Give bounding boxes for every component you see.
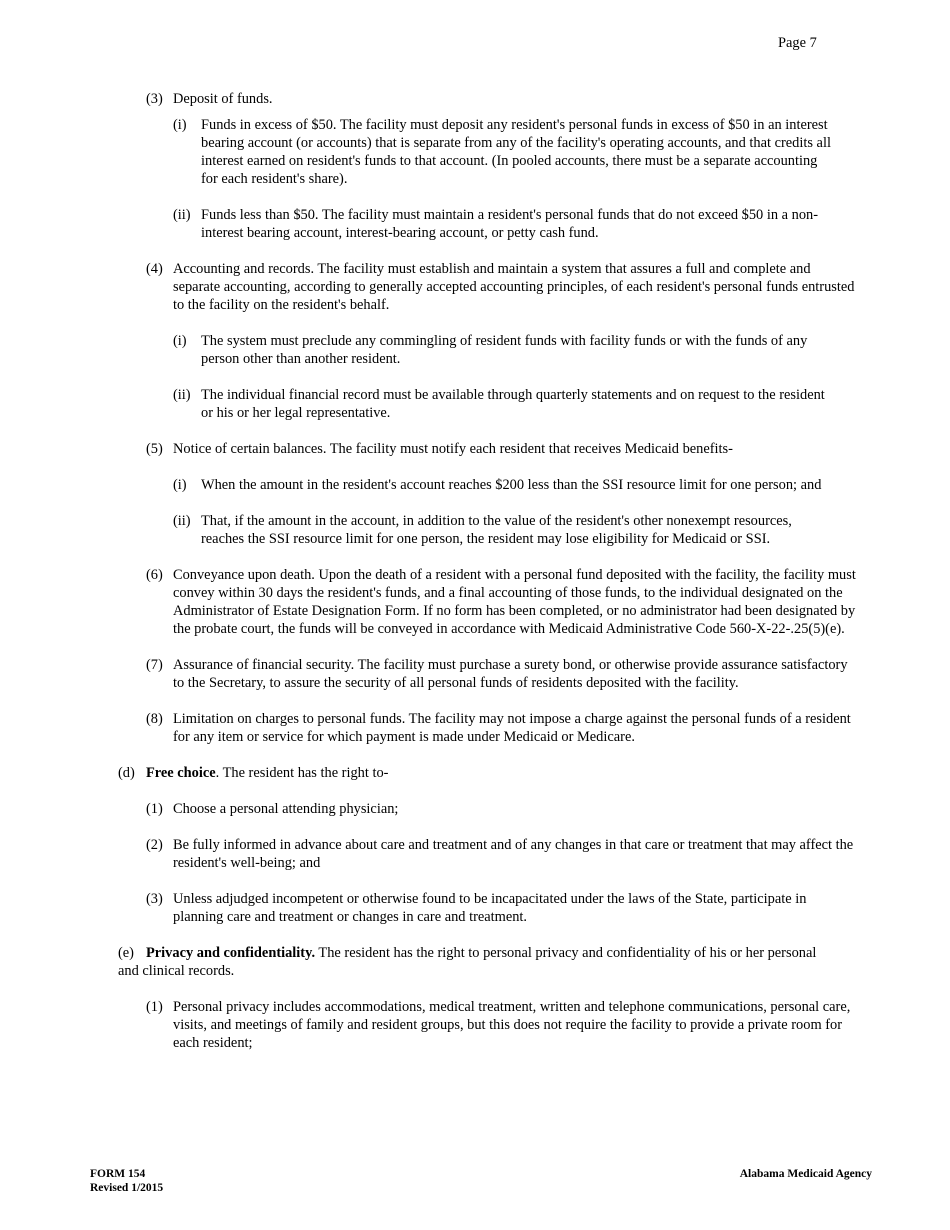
paragraph-text: When the amount in the resident's account reaches $200 less than the SSI resource limit for one person; and bbox=[201, 477, 822, 493]
paragraph-l3 bbox=[173, 332, 833, 368]
paragraph-label: (6) bbox=[146, 567, 163, 583]
paragraph-text: Be fully informed in advance about care and treatment and of any changes in that care or treatment that may affect the resident's well-being; and bbox=[173, 837, 854, 871]
paragraph-text: The system must preclude any commingling of resident funds with facility funds or with the funds of any person other than another resident. bbox=[201, 333, 808, 367]
paragraph-l2 bbox=[146, 800, 856, 818]
paragraph-l3 bbox=[173, 206, 833, 242]
paragraph-l2 bbox=[146, 260, 856, 314]
paragraph-label: (4) bbox=[146, 261, 163, 277]
paragraph-text: Personal privacy includes accommodations, medical treatment, written and telephone communications, personal care, visits, and meetings of family and resident groups, but this does not require the facility to provide a private room for each resident; bbox=[173, 999, 851, 1051]
paragraph-text: Choose a personal attending physician; bbox=[173, 801, 399, 817]
paragraph-label: (5) bbox=[146, 441, 163, 457]
paragraph-l1 bbox=[118, 764, 838, 782]
paragraph-l3 bbox=[173, 476, 833, 494]
footer-form-info bbox=[90, 1167, 163, 1195]
paragraph-label: (i) bbox=[173, 477, 187, 493]
paragraph-label: (1) bbox=[146, 801, 163, 817]
paragraph-label: (3) bbox=[146, 91, 163, 107]
paragraph-text bbox=[118, 944, 838, 980]
section-heading: Free choice bbox=[146, 765, 216, 781]
paragraph-label: (2) bbox=[146, 837, 163, 853]
section-heading: Privacy and confidentiality. bbox=[146, 945, 316, 961]
page-number: Page 7 bbox=[778, 35, 817, 51]
paragraph-label: (ii) bbox=[173, 207, 191, 223]
paragraph-text: Notice of certain balances. The facility must notify each resident that receives Medicaid benefits- bbox=[173, 441, 733, 457]
paragraph-text: That, if the amount in the account, in addition to the value of the resident's other nonexempt resources, reaches the SSI resource limit for one person, the resident may lose eligibility for Medicaid or SSI. bbox=[201, 513, 792, 547]
paragraph-l2 bbox=[146, 998, 856, 1052]
paragraph-label: (ii) bbox=[173, 387, 191, 403]
paragraph-text: Deposit of funds. bbox=[173, 91, 273, 107]
paragraph-text: Conveyance upon death. Upon the death of a resident with a personal fund deposited with the facility, the facility must convey within 30 days the resident's funds, and a final accounting of those funds, to the individual designated on the Administrator of Estate Designation Form. If no form has been completed, or no administrator had been designated by the probate court, the funds will be conveyed in accordance with Medicaid Administrative Code 560-X-22-.25(5)(e). bbox=[173, 567, 856, 637]
paragraph-l3 bbox=[173, 386, 833, 422]
paragraph-text: Assurance of financial security. The facility must purchase a surety bond, or otherwise provide assurance satisfactory to the Secretary, to assure the security of all personal funds of residents deposited with the facility. bbox=[173, 657, 848, 691]
paragraph-label: (7) bbox=[146, 657, 163, 673]
section-text: The resident has the right to personal privacy and confidentiality of his or her personal and clinical records. bbox=[118, 945, 817, 979]
paragraph-l2 bbox=[146, 656, 856, 692]
paragraph-label: (d) bbox=[118, 765, 135, 781]
form-number: FORM 154 bbox=[90, 1168, 146, 1180]
paragraph-text: Accounting and records. The facility must establish and maintain a system that assures a full and complete and separate accounting, according to generally accepted accounting principles, of each resident's personal funds entrusted to the facility on the resident's behalf. bbox=[173, 261, 855, 313]
paragraph-l3 bbox=[173, 512, 833, 548]
paragraph-label: (i) bbox=[173, 333, 187, 349]
paragraph-l2 bbox=[146, 710, 856, 746]
paragraph-l3 bbox=[173, 116, 833, 188]
paragraph-label: (3) bbox=[146, 891, 163, 907]
section-text: . The resident has the right to- bbox=[215, 765, 389, 781]
footer-agency: Alabama Medicaid Agency bbox=[739, 1168, 872, 1180]
paragraph-text: Limitation on charges to personal funds. The facility may not impose a charge against the personal funds of a resident for any item or service for which payment is made under Medicaid or Medicare. bbox=[173, 711, 851, 745]
paragraph-l2 bbox=[146, 566, 856, 638]
paragraph-l2 bbox=[146, 90, 856, 108]
paragraph-text: The individual financial record must be available through quarterly statements and on request to the resident or his or her legal representative. bbox=[201, 387, 825, 421]
revision-date: Revised 1/2015 bbox=[90, 1182, 164, 1194]
document-body bbox=[0, 90, 950, 1052]
paragraph-label: (1) bbox=[146, 999, 163, 1015]
paragraph-text: Unless adjudged incompetent or otherwise found to be incapacitated under the laws of the State, participate in planning care and treatment or changes in care and treatment. bbox=[173, 891, 807, 925]
paragraph-l2 bbox=[146, 890, 856, 926]
paragraph-label: (8) bbox=[146, 711, 163, 727]
paragraph-text: Funds in excess of $50. The facility must deposit any resident's personal funds in excess of $50 in an interest bearing account (or accounts) that is separate from any of the facility's operating accounts, and that credits all interest earned on resident's funds to that account. (In pooled accounts, there must be a separate accounting for each resident's share). bbox=[201, 117, 831, 187]
paragraph-label: (ii) bbox=[173, 513, 191, 529]
paragraph-text bbox=[118, 764, 838, 782]
paragraph-label: (e) bbox=[118, 945, 134, 961]
paragraph-l1 bbox=[118, 944, 838, 980]
paragraph-text: Funds less than $50. The facility must maintain a resident's personal funds that do not exceed $50 in a non-interest bearing account, interest-bearing account, or petty cash fund. bbox=[201, 207, 819, 241]
paragraph-l2 bbox=[146, 836, 856, 872]
paragraph-l2 bbox=[146, 440, 856, 458]
paragraph-label: (i) bbox=[173, 117, 187, 133]
